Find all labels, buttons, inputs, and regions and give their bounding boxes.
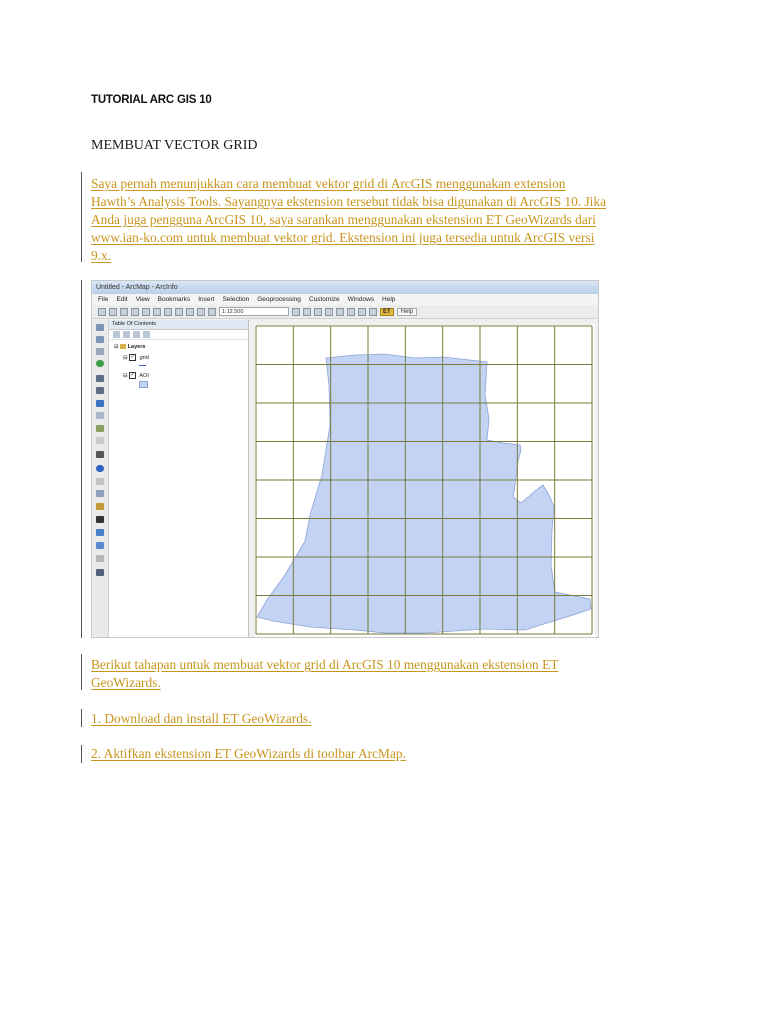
map-canvas[interactable] (255, 325, 595, 637)
standard-toolbar (92, 305, 598, 319)
collapse-icon[interactable]: ⊟ (114, 344, 119, 350)
menu-geoprocessing[interactable]: Geoprocessing (257, 296, 301, 303)
full-extent-icon[interactable] (96, 360, 104, 367)
intro-line[interactable]: Anda juga pengguna ArcGIS 10, saya sarankan menggunakan ekstension ET GeoWizards dari (91, 212, 596, 227)
line-symbol-icon (139, 365, 146, 366)
menu-help[interactable]: Help (382, 296, 396, 303)
menu-insert[interactable]: Insert (198, 296, 215, 303)
paste-icon[interactable] (164, 308, 172, 316)
toc-title: Table Of Contents (109, 320, 248, 330)
menu-file[interactable]: File (98, 296, 109, 303)
hyperlink-icon[interactable] (96, 478, 104, 485)
identify-icon[interactable] (96, 465, 104, 472)
document-heading: TUTORIAL ARC GIS 10 (91, 94, 212, 106)
tools-toolbar (92, 320, 109, 638)
step-1-text[interactable]: 1. Download dan install ET GeoWizards. (91, 711, 312, 726)
measure-icon[interactable] (96, 503, 104, 510)
menu-view[interactable]: View (135, 296, 150, 303)
intro-line[interactable]: Hawth’s Analysis Tools. Sayangnya ekstension tersebut tidak bisa digunakan di ArcGIS 10. Jika (91, 194, 607, 209)
checkbox-checked-icon[interactable]: ✓ (130, 354, 135, 360)
grid-symbol (139, 363, 146, 369)
print-icon[interactable] (131, 308, 139, 316)
collapse-icon[interactable]: ⊟ (123, 372, 128, 379)
toc-toolbar (109, 330, 248, 340)
clear-selection-icon[interactable] (96, 437, 104, 444)
step-1 (91, 710, 691, 728)
python-icon[interactable] (347, 308, 355, 316)
intro-paragraph (91, 175, 691, 265)
copy-icon[interactable] (153, 308, 161, 316)
step1-change-bar (81, 709, 82, 727)
aoi-symbol (139, 381, 148, 390)
find-icon[interactable] (96, 516, 104, 523)
menu-bar (92, 294, 598, 305)
layer-name: grid (139, 354, 149, 361)
add-data-icon[interactable] (208, 308, 216, 316)
time-slider-icon[interactable] (96, 555, 104, 562)
pan-icon[interactable] (96, 348, 104, 355)
go-to-xy-icon[interactable] (96, 542, 104, 549)
toc-layer-grid[interactable] (123, 354, 149, 361)
layers-folder-icon (120, 344, 126, 349)
arctoolbox-icon[interactable] (336, 308, 344, 316)
viewer-window-icon[interactable] (96, 569, 104, 576)
layers-root-label: Layers (127, 344, 146, 350)
toc-layers-root[interactable] (114, 344, 145, 350)
steps-change-bar (81, 654, 82, 690)
delete-icon[interactable] (175, 308, 183, 316)
step-2-text[interactable]: 2. Aktifkan ekstension ET GeoWizards di toolbar ArcMap. (91, 746, 406, 761)
forward-extent-icon[interactable] (96, 412, 104, 419)
scale-input[interactable]: 1:12.500 (219, 307, 289, 316)
menu-windows[interactable]: Windows (347, 296, 375, 303)
layer-name: AOI (139, 372, 149, 379)
list-by-drawing-order-icon[interactable] (113, 331, 120, 338)
save-icon[interactable] (120, 308, 128, 316)
toc-layer-aoi[interactable] (123, 372, 149, 379)
new-icon[interactable] (98, 308, 106, 316)
toc-window-icon[interactable] (303, 308, 311, 316)
fixed-zoom-in-icon[interactable] (96, 375, 104, 382)
et-geowizards-button[interactable]: ET (380, 308, 394, 316)
list-by-selection-icon[interactable] (143, 331, 150, 338)
list-by-visibility-icon[interactable] (133, 331, 140, 338)
select-features-icon[interactable] (96, 425, 104, 432)
help-button[interactable]: Help (397, 308, 417, 316)
steps-intro-paragraph (91, 656, 691, 692)
undo-icon[interactable] (186, 308, 194, 316)
table-of-contents (109, 320, 249, 638)
arcmap-screenshot (91, 280, 599, 638)
search-window-icon[interactable] (325, 308, 333, 316)
open-icon[interactable] (109, 308, 117, 316)
editor-icon[interactable] (292, 308, 300, 316)
window-title: Untitled - ArcMap - ArcInfo (96, 284, 178, 291)
fixed-zoom-out-icon[interactable] (96, 387, 104, 394)
checkbox-checked-icon[interactable]: ✓ (130, 372, 135, 378)
menu-customize[interactable]: Customize (308, 296, 340, 303)
intro-line[interactable]: www.ian-ko.com untuk membuat vektor grid. Ekstension ini juga tersedia untuk ArcGIS versi (91, 230, 595, 245)
map-view[interactable] (255, 325, 595, 637)
step-2 (91, 745, 691, 763)
screenshot-change-bar (81, 280, 82, 638)
menu-selection[interactable]: Selection (222, 296, 250, 303)
collapse-icon[interactable]: ⊟ (123, 354, 128, 361)
steps-intro-line[interactable]: GeoWizards. (91, 675, 161, 690)
intro-change-bar (81, 172, 82, 262)
list-by-source-icon[interactable] (123, 331, 130, 338)
aoi-polygon[interactable] (257, 354, 591, 633)
intro-line[interactable]: 9.x. (91, 248, 112, 263)
redo-icon[interactable] (197, 308, 205, 316)
intro-line[interactable]: Saya pernah menunjukkan cara membuat vektor grid di ArcGIS menggunakan extension (91, 176, 566, 191)
find-route-icon[interactable] (96, 529, 104, 536)
menu-bookmarks[interactable]: Bookmarks (157, 296, 191, 303)
html-popup-icon[interactable] (96, 490, 104, 497)
polygon-symbol-icon (139, 381, 148, 388)
menu-edit[interactable]: Edit (116, 296, 128, 303)
cut-icon[interactable] (142, 308, 150, 316)
catalog-icon[interactable] (314, 308, 322, 316)
section-title: MEMBUAT VECTOR GRID (91, 138, 258, 153)
select-elements-icon[interactable] (96, 451, 104, 458)
whats-this-icon[interactable] (369, 308, 377, 316)
zoom-in-icon[interactable] (96, 324, 104, 331)
steps-intro-line[interactable]: Berikut tahapan untuk membuat vektor grid di ArcGIS 10 menggunakan ekstension ET (91, 657, 559, 672)
model-builder-icon[interactable] (358, 308, 366, 316)
zoom-out-icon[interactable] (96, 336, 104, 343)
back-extent-icon[interactable] (96, 400, 104, 407)
step2-change-bar (81, 745, 82, 763)
window-titlebar (92, 281, 598, 294)
